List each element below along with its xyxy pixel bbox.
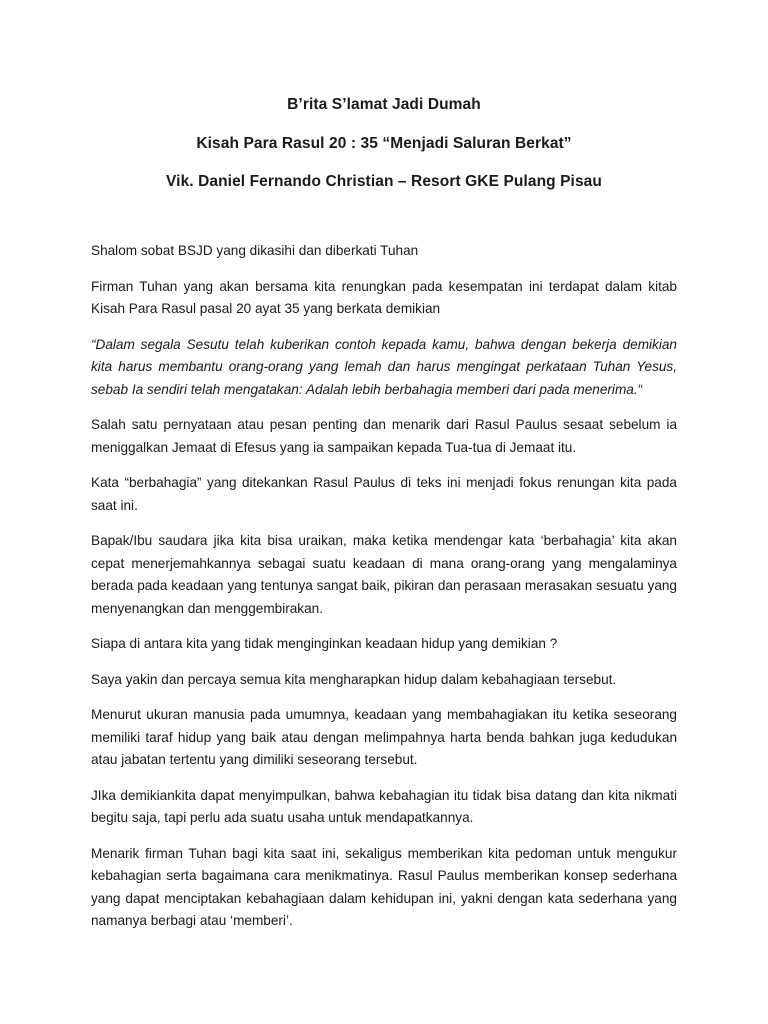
paragraph: Menurut ukuran manusia pada umumnya, keadaan yang membahagiakan itu ketika seseorang memiliki taraf hidup yang baik atau dengan melimpahnya harta benda bahkan juga kedudukan atau jabatan tertentu yang dimiliki seseorang tersebut.	[91, 707, 677, 767]
paragraph: Kata “berbahagia” yang ditekankan Rasul Paulus di teks ini menjadi fokus renungan kita pada saat ini.	[91, 475, 677, 513]
paragraph: Bapak/Ibu saudara jika kita bisa uraikan, maka ketika mendengar kata ‘berbahagia’ kita akan cepat menerjemahkannya sebagai suatu keadaan di mana orang-orang yang mengalaminya berada pada keadaan yang tentunya sangat baik, pikiran dan perasaan merasakan sesuatu yang menyenangkan dan menggembirakan.	[91, 533, 677, 616]
paragraph-intro: Firman Tuhan yang akan bersama kita renungkan pada kesempatan ini terdapat dalam kitab Kisah Para Rasul pasal 20 ayat 35 yang berkata demikian	[91, 278, 677, 316]
paragraph: JIka demikiankita dapat menyimpulkan, bahwa kebahagian itu tidak bisa datang dan kita nikmati begitu saja, tapi perlu ada suatu usaha untuk mendapatkannya.	[91, 787, 677, 825]
paragraph-quote: “Dalam segala Sesutu telah kuberikan contoh kepada kamu, bahwa dengan bekerja demikian kita harus membantu orang-orang yang lemah dan harus mengingat perkataan Tuhan Yesus, sebab Ia sendiri telah mengatakan: Adalah lebih berbahagia memberi dari pada menerima.“	[91, 336, 677, 397]
scripture-heading: Kisah Para Rasul 20 : 35 “Menjadi Saluran Berkat”	[196, 135, 572, 152]
author-line: Vik. Daniel Fernando Christian – Resort GKE Pulang Pisau	[166, 173, 602, 190]
paragraph: Menarik firman Tuhan bagi kita saat ini, sekaligus memberikan kita pedoman untuk mengukur kebahagian serta bagaimana cara menikmatinya. Rasul Paulus memberikan konsep sederhana yang dapat menciptakan kebahagiaan dalam kehidupan ini, yakni dengan kata sederhana yang namanya berbagi atau ‘memberi’.	[91, 845, 677, 928]
paragraph: Siapa di antara kita yang tidak menginginkan keadaan hidup yang demikian ?	[91, 636, 558, 651]
document-title: B’rita S’lamat Jadi Dumah	[287, 96, 481, 113]
paragraph-greeting: Shalom sobat BSJD yang dikasihi dan diberkati Tuhan	[91, 243, 419, 258]
paragraph: Salah satu pernyataan atau pesan penting dan menarik dari Rasul Paulus sesaat sebelum ia meniggalkan Jemaat di Efesus yang ia sampaikan kepada Tua-tua di Jemaat itu.	[91, 417, 677, 455]
paragraph: Saya yakin dan percaya semua kita mengharapkan hidup dalam kebahagiaan tersebut.	[91, 671, 617, 687]
document-body	[91, 240, 677, 946]
